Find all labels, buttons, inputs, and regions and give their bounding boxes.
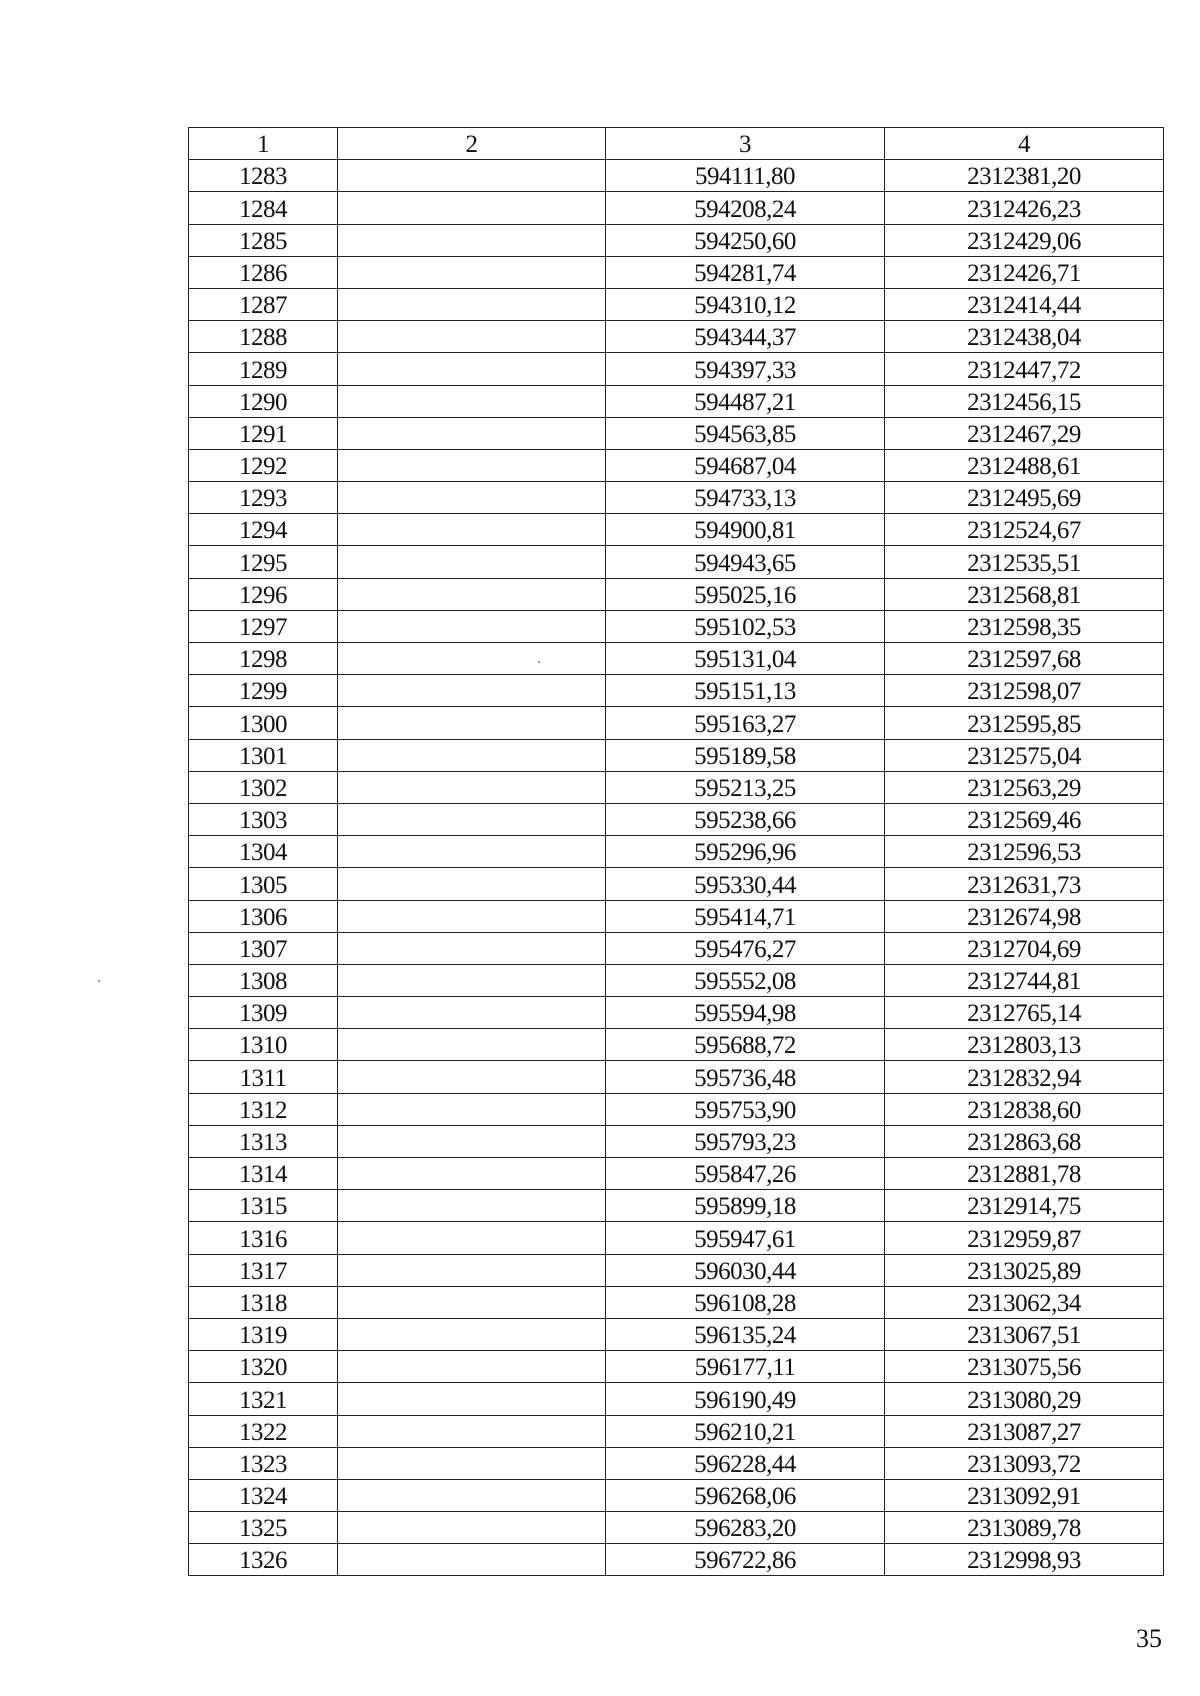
point-number-cell: 1315 — [189, 1190, 338, 1222]
table-header-row — [189, 128, 1164, 160]
table-row — [189, 964, 1164, 996]
coordinate-y-cell: 2313092,91 — [885, 1479, 1164, 1511]
stray-mark — [538, 661, 540, 663]
coordinate-x-cell: 596190,49 — [606, 1383, 885, 1415]
table-row — [189, 1029, 1164, 1061]
page-number: 35 — [1136, 1624, 1162, 1653]
point-number-cell: 1289 — [189, 353, 338, 385]
coordinate-x-cell: 596135,24 — [606, 1318, 885, 1350]
coordinate-x-cell: 595102,53 — [606, 610, 885, 642]
point-number-cell: 1285 — [189, 224, 338, 256]
coordinate-y-cell: 2312563,29 — [885, 771, 1164, 803]
column-2-cell — [338, 1544, 606, 1576]
coordinate-y-cell: 2312832,94 — [885, 1061, 1164, 1093]
coordinate-y-cell: 2312414,44 — [885, 288, 1164, 320]
coordinate-x-cell: 596108,28 — [606, 1286, 885, 1318]
table-row — [189, 1383, 1164, 1415]
stray-mark — [98, 980, 100, 982]
column-header: 3 — [606, 128, 885, 160]
coordinate-y-cell: 2313089,78 — [885, 1512, 1164, 1544]
column-2-cell — [338, 514, 606, 546]
point-number-cell: 1319 — [189, 1318, 338, 1350]
coordinate-x-cell: 595296,96 — [606, 836, 885, 868]
point-number-cell: 1322 — [189, 1415, 338, 1447]
point-number-cell: 1286 — [189, 256, 338, 288]
table-row — [189, 868, 1164, 900]
table-row — [189, 771, 1164, 803]
coordinate-x-cell: 596228,44 — [606, 1447, 885, 1479]
point-number-cell: 1312 — [189, 1093, 338, 1125]
coordinates-table — [188, 127, 1164, 1576]
coordinate-x-cell: 594733,13 — [606, 482, 885, 514]
column-2-cell — [338, 610, 606, 642]
table-row — [189, 160, 1164, 192]
coordinate-y-cell: 2313075,56 — [885, 1351, 1164, 1383]
point-number-cell: 1284 — [189, 192, 338, 224]
coordinate-y-cell: 2312429,06 — [885, 224, 1164, 256]
point-number-cell: 1321 — [189, 1383, 338, 1415]
table-row — [189, 643, 1164, 675]
point-number-cell: 1293 — [189, 482, 338, 514]
column-2-cell — [338, 1029, 606, 1061]
column-2-cell — [338, 1061, 606, 1093]
coordinate-x-cell: 595594,98 — [606, 997, 885, 1029]
coordinate-x-cell: 595688,72 — [606, 1029, 885, 1061]
coordinate-x-cell: 596283,20 — [606, 1512, 885, 1544]
coordinate-y-cell: 2312765,14 — [885, 997, 1164, 1029]
table-row — [189, 514, 1164, 546]
column-2-cell — [338, 771, 606, 803]
column-header: 1 — [189, 128, 338, 160]
coordinate-x-cell: 595552,08 — [606, 964, 885, 996]
point-number-cell: 1296 — [189, 578, 338, 610]
column-header: 2 — [338, 128, 606, 160]
column-2-cell — [338, 417, 606, 449]
table-row — [189, 707, 1164, 739]
table-row — [189, 192, 1164, 224]
table-row — [189, 739, 1164, 771]
point-number-cell: 1323 — [189, 1447, 338, 1479]
column-2-cell — [338, 643, 606, 675]
point-number-cell: 1300 — [189, 707, 338, 739]
coordinate-x-cell: 595414,71 — [606, 900, 885, 932]
point-number-cell: 1283 — [189, 160, 338, 192]
coordinate-y-cell: 2312488,61 — [885, 449, 1164, 481]
column-header: 4 — [885, 128, 1164, 160]
coordinate-x-cell: 595847,26 — [606, 1158, 885, 1190]
coordinate-y-cell: 2312744,81 — [885, 964, 1164, 996]
coordinate-y-cell: 2312535,51 — [885, 546, 1164, 578]
table-row — [189, 224, 1164, 256]
table-row — [189, 1544, 1164, 1576]
column-2-cell — [338, 1158, 606, 1190]
coordinate-y-cell: 2312838,60 — [885, 1093, 1164, 1125]
column-2-cell — [338, 1093, 606, 1125]
coordinate-x-cell: 594344,37 — [606, 321, 885, 353]
column-2-cell — [338, 1222, 606, 1254]
coordinate-y-cell: 2312426,23 — [885, 192, 1164, 224]
coordinate-x-cell: 594900,81 — [606, 514, 885, 546]
coordinate-x-cell: 595330,44 — [606, 868, 885, 900]
coordinate-x-cell: 596030,44 — [606, 1254, 885, 1286]
coordinate-x-cell: 595131,04 — [606, 643, 885, 675]
coordinate-y-cell: 2312863,68 — [885, 1125, 1164, 1157]
table-row — [189, 353, 1164, 385]
coordinate-x-cell: 594563,85 — [606, 417, 885, 449]
table-row — [189, 288, 1164, 320]
table-row — [189, 900, 1164, 932]
table-body — [189, 160, 1164, 1576]
point-number-cell: 1288 — [189, 321, 338, 353]
coordinate-y-cell: 2312914,75 — [885, 1190, 1164, 1222]
table-row — [189, 449, 1164, 481]
coordinate-y-cell: 2312447,72 — [885, 353, 1164, 385]
column-2-cell — [338, 449, 606, 481]
coordinate-y-cell: 2312426,71 — [885, 256, 1164, 288]
point-number-cell: 1311 — [189, 1061, 338, 1093]
coordinate-x-cell: 595213,25 — [606, 771, 885, 803]
column-2-cell — [338, 964, 606, 996]
column-2-cell — [338, 482, 606, 514]
coordinate-x-cell: 594397,33 — [606, 353, 885, 385]
column-2-cell — [338, 160, 606, 192]
coordinate-y-cell: 2312569,46 — [885, 803, 1164, 835]
coordinate-y-cell: 2312598,35 — [885, 610, 1164, 642]
column-2-cell — [338, 836, 606, 868]
coordinate-y-cell: 2312495,69 — [885, 482, 1164, 514]
point-number-cell: 1292 — [189, 449, 338, 481]
coordinate-y-cell: 2312456,15 — [885, 385, 1164, 417]
table-row — [189, 1286, 1164, 1318]
coordinate-y-cell: 2313062,34 — [885, 1286, 1164, 1318]
table-row — [189, 932, 1164, 964]
coordinate-y-cell: 2312438,04 — [885, 321, 1164, 353]
column-2-cell — [338, 997, 606, 1029]
coordinate-y-cell: 2312467,29 — [885, 417, 1164, 449]
point-number-cell: 1307 — [189, 932, 338, 964]
coordinate-x-cell: 595189,58 — [606, 739, 885, 771]
coordinate-x-cell: 594687,04 — [606, 449, 885, 481]
coordinate-x-cell: 596268,06 — [606, 1479, 885, 1511]
table-row — [189, 1158, 1164, 1190]
table-row — [189, 482, 1164, 514]
point-number-cell: 1291 — [189, 417, 338, 449]
table-row — [189, 1254, 1164, 1286]
point-number-cell: 1324 — [189, 1479, 338, 1511]
coordinate-y-cell: 2313093,72 — [885, 1447, 1164, 1479]
coordinate-y-cell: 2312959,87 — [885, 1222, 1164, 1254]
column-2-cell — [338, 707, 606, 739]
column-2-cell — [338, 868, 606, 900]
coordinate-y-cell: 2312595,85 — [885, 707, 1164, 739]
point-number-cell: 1295 — [189, 546, 338, 578]
coordinate-x-cell: 595476,27 — [606, 932, 885, 964]
coordinate-x-cell: 595238,66 — [606, 803, 885, 835]
table-row — [189, 1479, 1164, 1511]
column-2-cell — [338, 1447, 606, 1479]
point-number-cell: 1302 — [189, 771, 338, 803]
coordinate-x-cell: 596210,21 — [606, 1415, 885, 1447]
column-2-cell — [338, 1351, 606, 1383]
coordinate-y-cell: 2312381,20 — [885, 160, 1164, 192]
coordinate-x-cell: 595151,13 — [606, 675, 885, 707]
table-row — [189, 836, 1164, 868]
table-row — [189, 1415, 1164, 1447]
table-row — [189, 997, 1164, 1029]
coordinate-y-cell: 2313087,27 — [885, 1415, 1164, 1447]
coordinate-x-cell: 594943,65 — [606, 546, 885, 578]
coordinate-x-cell: 595899,18 — [606, 1190, 885, 1222]
coordinate-y-cell: 2312674,98 — [885, 900, 1164, 932]
column-2-cell — [338, 1479, 606, 1511]
coordinate-y-cell: 2313025,89 — [885, 1254, 1164, 1286]
coordinate-y-cell: 2312597,68 — [885, 643, 1164, 675]
point-number-cell: 1306 — [189, 900, 338, 932]
coordinate-x-cell: 594208,24 — [606, 192, 885, 224]
coordinate-y-cell: 2312568,81 — [885, 578, 1164, 610]
table-row — [189, 1061, 1164, 1093]
column-2-cell — [338, 900, 606, 932]
column-2-cell — [338, 1254, 606, 1286]
coordinate-y-cell: 2312598,07 — [885, 675, 1164, 707]
table-row — [189, 578, 1164, 610]
point-number-cell: 1320 — [189, 1351, 338, 1383]
point-number-cell: 1314 — [189, 1158, 338, 1190]
point-number-cell: 1317 — [189, 1254, 338, 1286]
column-2-cell — [338, 803, 606, 835]
coordinate-y-cell: 2312704,69 — [885, 932, 1164, 964]
column-2-cell — [338, 1415, 606, 1447]
column-2-cell — [338, 224, 606, 256]
table-row — [189, 546, 1164, 578]
table-row — [189, 1125, 1164, 1157]
coordinate-x-cell: 594281,74 — [606, 256, 885, 288]
column-2-cell — [338, 739, 606, 771]
column-2-cell — [338, 675, 606, 707]
column-2-cell — [338, 288, 606, 320]
coordinate-x-cell: 594487,21 — [606, 385, 885, 417]
coordinate-y-cell: 2312575,04 — [885, 739, 1164, 771]
coordinate-y-cell: 2313067,51 — [885, 1318, 1164, 1350]
coordinate-y-cell: 2312803,13 — [885, 1029, 1164, 1061]
point-number-cell: 1301 — [189, 739, 338, 771]
point-number-cell: 1304 — [189, 836, 338, 868]
table-row — [189, 610, 1164, 642]
point-number-cell: 1318 — [189, 1286, 338, 1318]
coordinate-y-cell: 2312596,53 — [885, 836, 1164, 868]
coordinate-x-cell: 595736,48 — [606, 1061, 885, 1093]
table-row — [189, 1512, 1164, 1544]
point-number-cell: 1310 — [189, 1029, 338, 1061]
coordinate-x-cell: 595753,90 — [606, 1093, 885, 1125]
column-2-cell — [338, 932, 606, 964]
column-2-cell — [338, 1286, 606, 1318]
point-number-cell: 1303 — [189, 803, 338, 835]
column-2-cell — [338, 546, 606, 578]
table-row — [189, 1351, 1164, 1383]
coordinate-y-cell: 2312524,67 — [885, 514, 1164, 546]
table-row — [189, 803, 1164, 835]
coordinate-x-cell: 595163,27 — [606, 707, 885, 739]
column-2-cell — [338, 1190, 606, 1222]
point-number-cell: 1294 — [189, 514, 338, 546]
column-2-cell — [338, 1383, 606, 1415]
table-row — [189, 385, 1164, 417]
coordinate-x-cell: 596177,11 — [606, 1351, 885, 1383]
point-number-cell: 1313 — [189, 1125, 338, 1157]
point-number-cell: 1298 — [189, 643, 338, 675]
table-row — [189, 1093, 1164, 1125]
column-2-cell — [338, 321, 606, 353]
column-2-cell — [338, 256, 606, 288]
table-row — [189, 1190, 1164, 1222]
point-number-cell: 1309 — [189, 997, 338, 1029]
point-number-cell: 1297 — [189, 610, 338, 642]
coordinate-y-cell: 2313080,29 — [885, 1383, 1164, 1415]
coordinate-x-cell: 594111,80 — [606, 160, 885, 192]
point-number-cell: 1326 — [189, 1544, 338, 1576]
point-number-cell: 1305 — [189, 868, 338, 900]
table-row — [189, 417, 1164, 449]
column-2-cell — [338, 1125, 606, 1157]
table-row — [189, 256, 1164, 288]
coordinate-y-cell: 2312998,93 — [885, 1544, 1164, 1576]
coordinate-x-cell: 595947,61 — [606, 1222, 885, 1254]
column-2-cell — [338, 192, 606, 224]
coordinate-y-cell: 2312631,73 — [885, 868, 1164, 900]
column-2-cell — [338, 1512, 606, 1544]
point-number-cell: 1325 — [189, 1512, 338, 1544]
table-row — [189, 1447, 1164, 1479]
table-row — [189, 1222, 1164, 1254]
coordinate-x-cell: 594310,12 — [606, 288, 885, 320]
column-2-cell — [338, 578, 606, 610]
coordinate-x-cell: 596722,86 — [606, 1544, 885, 1576]
coordinate-x-cell: 595025,16 — [606, 578, 885, 610]
coordinate-x-cell: 594250,60 — [606, 224, 885, 256]
table-row — [189, 321, 1164, 353]
column-2-cell — [338, 1318, 606, 1350]
table-row — [189, 675, 1164, 707]
coordinate-x-cell: 595793,23 — [606, 1125, 885, 1157]
point-number-cell: 1308 — [189, 964, 338, 996]
column-2-cell — [338, 353, 606, 385]
point-number-cell: 1290 — [189, 385, 338, 417]
column-2-cell — [338, 385, 606, 417]
point-number-cell: 1287 — [189, 288, 338, 320]
coordinate-y-cell: 2312881,78 — [885, 1158, 1164, 1190]
table-row — [189, 1318, 1164, 1350]
point-number-cell: 1316 — [189, 1222, 338, 1254]
point-number-cell: 1299 — [189, 675, 338, 707]
